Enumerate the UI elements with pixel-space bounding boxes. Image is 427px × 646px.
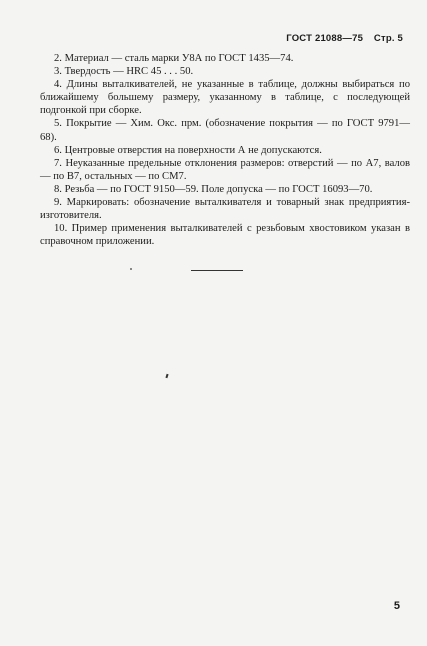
end-rule — [191, 270, 243, 271]
requirement-6-center-holes: 6. Центровые отверстия на поверхности А не допускаются. — [54, 144, 322, 156]
requirement-9-marking: 9. Маркировать: обозначение выталкивателя и товарный знак предприятия-изготовителя. — [40, 197, 410, 222]
page-label: Стр. 5 — [373, 33, 403, 44]
running-header — [286, 33, 403, 44]
page-number: 5 — [393, 600, 400, 612]
print-speck — [130, 268, 132, 270]
requirement-2-material: 2. Материал — сталь марки У8А по ГОСТ 1435—74. — [54, 53, 294, 64]
print-speck — [165, 374, 168, 378]
requirement-10-example: 10. Пример применения выталкивателей с резьбовым хвостовиком указан в справочном приложении. — [40, 223, 410, 248]
requirements-list — [40, 52, 410, 248]
requirement-4-lengths: 4. Длины выталкивателей, не указанные в таблице, должны выбираться по ближайшему большему размеру, указанному в таблице, с последующей подгонкой при сборке. — [40, 79, 410, 117]
requirement-3-hardness: 3. Твердость — HRC 45 . . . 50. — [54, 66, 194, 78]
requirement-7-tolerances: 7. Неуказанные предельные отклонения размеров: отверстий — по А7, валов — по В7, остальных — по СМ7. — [40, 157, 410, 182]
requirement-8-thread: 8. Резьба — по ГОСТ 9150—59. Поле допуска — по ГОСТ 16093—70. — [54, 183, 373, 195]
requirement-5-coating: 5. Покрытие — Хим. Окс. прм. (обозначение покрытия — по ГОСТ 9791—68). — [40, 118, 410, 143]
standard-number: ГОСТ 21088—75 — [286, 33, 364, 44]
